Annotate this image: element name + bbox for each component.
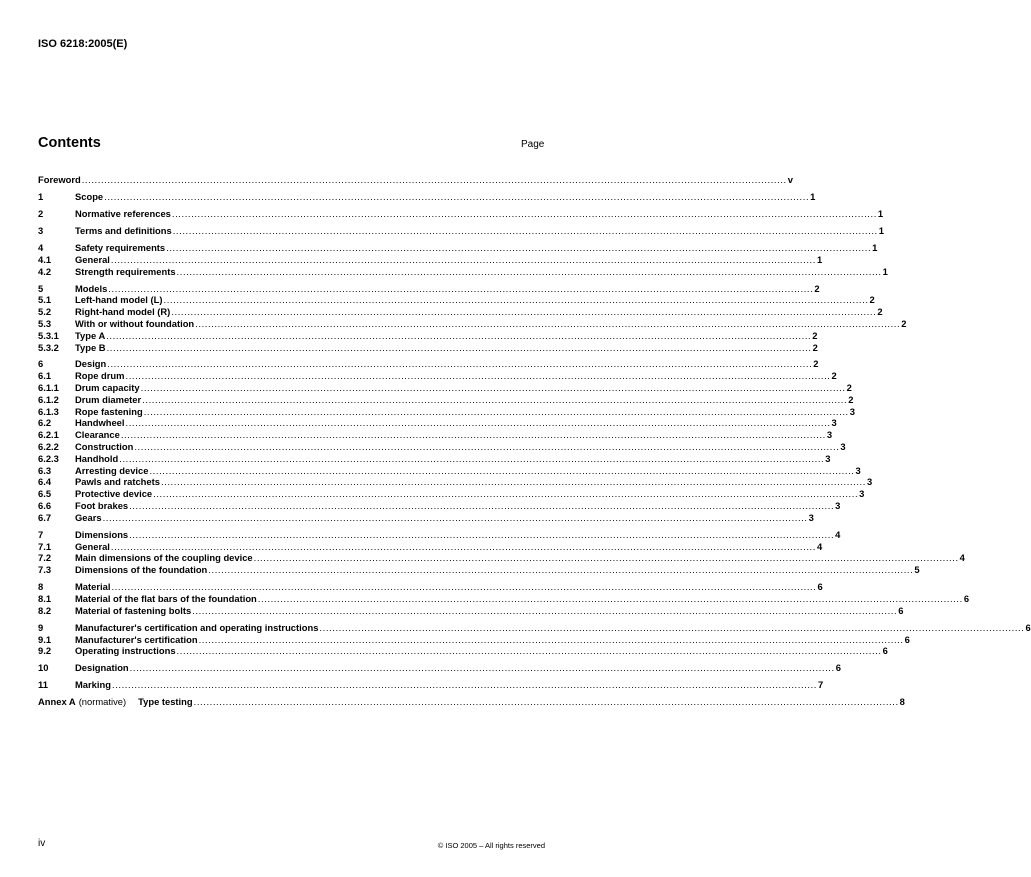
toc-entry-page: 2 [814,282,820,294]
dot-leader: ............................................................................................................................................................................................................................ [120,429,826,441]
toc-entry[interactable] [38,341,818,354]
toc-entry-number: 5.3 [38,317,52,329]
toc-entry-page: 3 [826,429,833,441]
toc-entry[interactable] [38,564,920,576]
toc-entry-page: 3 [825,452,831,464]
toc-entry-number: 6.2.3 [38,452,59,464]
toc-entry-title[interactable]: Handhold [75,452,119,464]
annex-label: Annex A [38,696,76,708]
toc-entry-page: 4 [835,528,841,540]
toc-entry-number: 6.7 [38,511,52,523]
toc-entry[interactable] [38,633,910,646]
toc-entry-page: 3 [849,405,855,417]
toc-entry-number: 6.1 [38,370,52,382]
toc-entry-number: 5.2 [38,306,52,318]
toc-entry-page: 2 [812,329,818,341]
toc-entry-title[interactable]: Scope [75,190,104,202]
dot-leader: ............................................................................................................................................................................................................................ [106,341,812,353]
toc-entry-page: v [787,174,793,185]
toc-entry-title[interactable]: General [75,253,110,265]
toc-entry-title[interactable]: Designation [75,662,129,674]
dot-leader: ............................................................................................................................................................................................................................ [119,452,825,464]
toc-entry[interactable] [38,604,904,617]
dot-leader: ............................................................................................................................................................................................................................ [176,645,882,657]
toc-entry[interactable] [38,464,861,477]
toc-entry-title[interactable]: Manufacturer's certification [75,633,198,645]
toc-entry[interactable] [38,429,833,441]
toc-entry-page: 2 [901,317,907,329]
toc-entry-number: 5.1 [38,294,52,306]
toc-entry[interactable] [38,621,1031,634]
toc-entry-number: 11 [38,679,48,691]
dot-leader: ............................................................................................................................................................................................................................ [171,207,877,219]
toc-entry[interactable] [38,174,793,186]
toc-entry-page: 4 [816,540,823,552]
dot-leader: ............................................................................................................................................................................................................................ [253,552,959,564]
toc-entry[interactable] [38,645,888,657]
toc-entry-title[interactable]: Material of fastening bolts [75,604,192,616]
toc-entry[interactable] [38,253,823,266]
footer-page-number: iv [38,838,46,849]
toc-entry-title[interactable]: Drum diameter [75,393,142,405]
dot-leader: ............................................................................................................................................................................................................................ [163,294,869,306]
toc-entry-page: 6 [898,604,904,616]
toc-entry-number: 5.3.1 [38,329,59,341]
dot-leader: ............................................................................................................................................................................................................................ [134,441,840,453]
toc-entry-number: 2 [38,207,44,219]
toc-entry-number: 6 [38,358,44,370]
toc-entry-number: 3 [38,224,44,236]
toc-entry-title[interactable]: Material of the flat bars of the foundation [75,593,257,604]
dot-leader: ............................................................................................................................................................................................................................ [192,604,898,616]
toc-entry[interactable] [38,662,841,674]
toc-entry-title[interactable]: Normative references [75,207,171,219]
toc-entry-number: 10 [38,662,49,674]
dot-leader: ............................................................................................................................................................................................................................ [107,358,813,370]
toc-entry-number: 6.5 [38,488,52,500]
toc-entry[interactable] [38,452,831,465]
toc-entry-title[interactable]: Manufacturer's certification and operating instructions [75,621,319,633]
toc-entry-page: 1 [810,190,816,202]
toc-entry-title[interactable]: Foot brakes [75,500,129,512]
toc-entry-title[interactable]: Rope fastening [75,405,143,417]
toc-entry-number: 9 [38,621,44,633]
dot-leader: ............................................................................................................................................................................................................................ [106,329,812,341]
toc-entry-title[interactable]: Drum capacity [75,382,140,394]
toc-entry[interactable] [38,441,846,453]
toc-entry-title[interactable]: Pawls and ratchets [75,476,160,488]
toc-entry[interactable] [38,488,865,500]
toc-entry-page: 6 [1025,621,1031,633]
toc-entry-title[interactable]: Operating instructions [75,645,176,657]
toc-entry-page: 1 [877,207,884,219]
toc-entry-title[interactable]: With or without foundation [75,317,195,329]
toc-entry-page: 3 [840,441,846,453]
toc-entry-number: 5 [38,282,44,294]
toc-entry-page: 3 [835,500,841,512]
toc-entry-page: 4 [959,552,965,564]
dot-leader: ............................................................................................................................................................................................................................ [257,593,963,604]
toc-entry[interactable] [38,528,841,541]
toc-entry[interactable] [38,405,855,418]
toc-entry[interactable] [38,500,841,512]
toc-entry-title[interactable]: Construction [75,441,134,453]
dot-leader: ............................................................................................................................................................................................................................ [81,174,787,185]
toc-entry-number: 6.3 [38,464,52,476]
toc-entry-page: 3 [859,488,865,500]
toc-entry[interactable] [38,207,884,220]
toc-entry-page: 2 [812,341,818,353]
toc-entry-page: 6 [963,593,970,604]
dot-leader: ............................................................................................................................................................................................................................ [129,500,835,512]
dot-leader: ............................................................................................................................................................................................................................ [195,317,901,329]
toc-entry[interactable] [38,593,970,605]
toc-entry-page: 1 [878,224,884,236]
toc-entry-number: 7.3 [38,564,52,576]
toc-entry[interactable] [38,370,837,382]
dot-leader: ............................................................................................................................................................................................................................ [319,621,1025,633]
toc-entry-title[interactable]: Strength requirements [75,265,176,277]
toc-entry-title[interactable]: Type B [75,341,106,353]
dot-leader: ............................................................................................................................................................................................................................ [125,417,831,429]
toc-entry-page: 6 [882,645,888,657]
document-header-id: ISO 6218:2005(E) [38,38,128,50]
dot-leader: ............................................................................................................................................................................................................................ [104,190,810,202]
toc-entry[interactable] [38,241,878,254]
toc-entry-title[interactable]: Type A [75,329,106,341]
dot-leader: ............................................................................................................................................................................................................................ [153,488,859,500]
toc-entry[interactable] [38,476,873,488]
toc-entry[interactable] [38,417,837,429]
toc-entry-title[interactable]: Rope drum [75,370,125,382]
toc-entry-number: 6.6 [38,500,52,512]
toc-entry-number: 9.2 [38,645,52,657]
table-of-contents [38,174,1031,708]
toc-entry-title[interactable]: Main dimensions of the coupling device [75,552,253,564]
toc-entry-page: 1 [882,265,888,277]
toc-entry-page: 1 [816,253,823,265]
toc-entry[interactable] [38,552,965,564]
toc-entry-page: 3 [866,476,873,488]
toc-entry-number: 1 [38,190,44,202]
toc-entry-page: 2 [846,382,852,394]
dot-leader: ............................................................................................................................................................................................................................ [171,306,877,318]
toc-entry[interactable] [38,382,852,394]
toc-entry-title[interactable]: Clearance [75,429,120,441]
toc-entry[interactable] [38,540,823,553]
annex-page: 8 [899,696,905,708]
toc-entry-title[interactable]: Dimensions of the foundation [75,564,208,576]
toc-entry-title[interactable]: Gears [75,511,102,523]
toc-entry-title[interactable]: Models [75,282,108,294]
dot-leader: ............................................................................................................................................................................................................................ [193,696,899,708]
dot-leader: ............................................................................................................................................................................................................................ [142,393,848,405]
toc-entry-title[interactable]: Arresting device [75,464,149,476]
dot-leader: ............................................................................................................................................................................................................................ [111,679,817,691]
toc-entry-number: 6.4 [38,476,52,488]
toc-entry-title[interactable]: Foreword [38,174,81,185]
toc-entry[interactable] [38,393,854,406]
toc-entry-title[interactable]: Material [75,581,111,593]
toc-entry-title[interactable]: Right-hand model (R) [75,306,171,318]
toc-entry[interactable] [38,265,888,278]
dot-leader: ............................................................................................................................................................................................................................ [160,476,866,488]
toc-entry-title[interactable]: Design [75,358,107,370]
toc-entry-page: 6 [904,633,910,645]
dot-leader: ............................................................................................................................................................................................................................ [149,464,855,476]
toc-entry-page: 3 [855,464,861,476]
toc-entry-number: 4.1 [38,253,52,265]
footer-copyright: © ISO 2005 – All rights reserved [437,841,545,850]
toc-entry-title[interactable]: Terms and definitions [75,224,172,236]
toc-entry-title[interactable]: Protective device [75,488,153,500]
annex-normative-note: (normative) [78,696,127,708]
toc-entry-title[interactable]: Safety requirements [75,241,166,253]
toc-entry-title[interactable]: Left-hand model (L) [75,294,163,306]
toc-entry-title[interactable]: Handwheel [75,417,125,429]
dot-leader: ............................................................................................................................................................................................................................ [208,564,914,576]
toc-entry-title[interactable]: Dimensions [75,528,129,540]
toc-entry[interactable] [38,282,820,295]
dot-leader: ............................................................................................................................................................................................................................ [198,633,904,645]
toc-entry-number: 8.1 [38,593,52,604]
toc-entry-number: 6.1.1 [38,382,59,394]
toc-entry[interactable] [38,581,823,593]
toc-entry-page: 1 [872,241,878,253]
toc-entry-page: 7 [817,679,824,691]
annex-title[interactable]: Type testing [138,696,193,708]
toc-entry[interactable] [38,294,875,306]
toc-entry[interactable] [38,317,907,330]
toc-entry-number: 6.2.1 [38,429,59,441]
dot-leader: ............................................................................................................................................................................................................................ [176,265,882,277]
dot-leader: ............................................................................................................................................................................................................................ [110,540,816,552]
toc-entry-number: 6.1.3 [38,405,59,417]
toc-entry-page: 2 [869,294,875,306]
toc-entry-number: 9.1 [38,633,52,645]
toc-entry-number: 4.2 [38,265,52,277]
toc-entry-title[interactable]: General [75,540,110,552]
dot-leader: ............................................................................................................................................................................................................................ [125,370,831,382]
dot-leader: ............................................................................................................................................................................................................................ [108,282,814,294]
toc-entry[interactable] [38,358,819,370]
dot-leader: ............................................................................................................................................................................................................................ [111,581,817,593]
dot-leader: ............................................................................................................................................................................................................................ [143,405,849,417]
dot-leader: ............................................................................................................................................................................................................................ [166,241,872,253]
toc-entry-number: 4 [38,241,44,253]
toc-entry-number: 7.2 [38,552,52,564]
toc-entry-title[interactable]: Marking [75,679,111,691]
toc-entry-page: 2 [831,370,837,382]
toc-entry-number: 7.1 [38,540,52,552]
toc-entry[interactable] [38,511,814,524]
dot-leader: ............................................................................................................................................................................................................................ [110,253,816,265]
page-column-label: Page [521,139,545,150]
toc-entry[interactable] [38,329,818,342]
dot-leader: ............................................................................................................................................................................................................................ [129,662,835,674]
toc-entry-number: 7 [38,528,44,540]
toc-entry-page: 6 [817,581,823,593]
toc-entry-number: 8.2 [38,604,52,616]
toc-entry-page: 6 [835,662,841,674]
dot-leader: ............................................................................................................................................................................................................................ [140,382,846,394]
toc-entry[interactable] [38,306,883,318]
dot-leader: ............................................................................................................................................................................................................................ [102,511,808,523]
toc-entry-number: 5.3.2 [38,341,59,353]
dot-leader: ............................................................................................................................................................................................................................ [129,528,835,540]
contents-title: Contents [38,135,101,151]
toc-entry-page: 3 [831,417,837,429]
toc-entry[interactable] [38,679,824,691]
toc-entry-number: 8 [38,581,44,593]
toc-entry-page: 2 [813,358,819,370]
toc-entry[interactable] [38,190,816,203]
toc-entry[interactable] [38,224,884,237]
toc-entry-annex[interactable] [38,696,905,708]
toc-entry-page: 2 [877,306,883,318]
toc-entry-number: 6.2 [38,417,52,429]
toc-entry-page: 5 [914,564,920,576]
toc-entry-number: 6.1.2 [38,393,59,405]
toc-entry-page: 3 [808,511,814,523]
toc-entry-number: 6.2.2 [38,441,59,453]
toc-entry-page: 2 [848,393,854,405]
dot-leader: ............................................................................................................................................................................................................................ [172,224,878,236]
